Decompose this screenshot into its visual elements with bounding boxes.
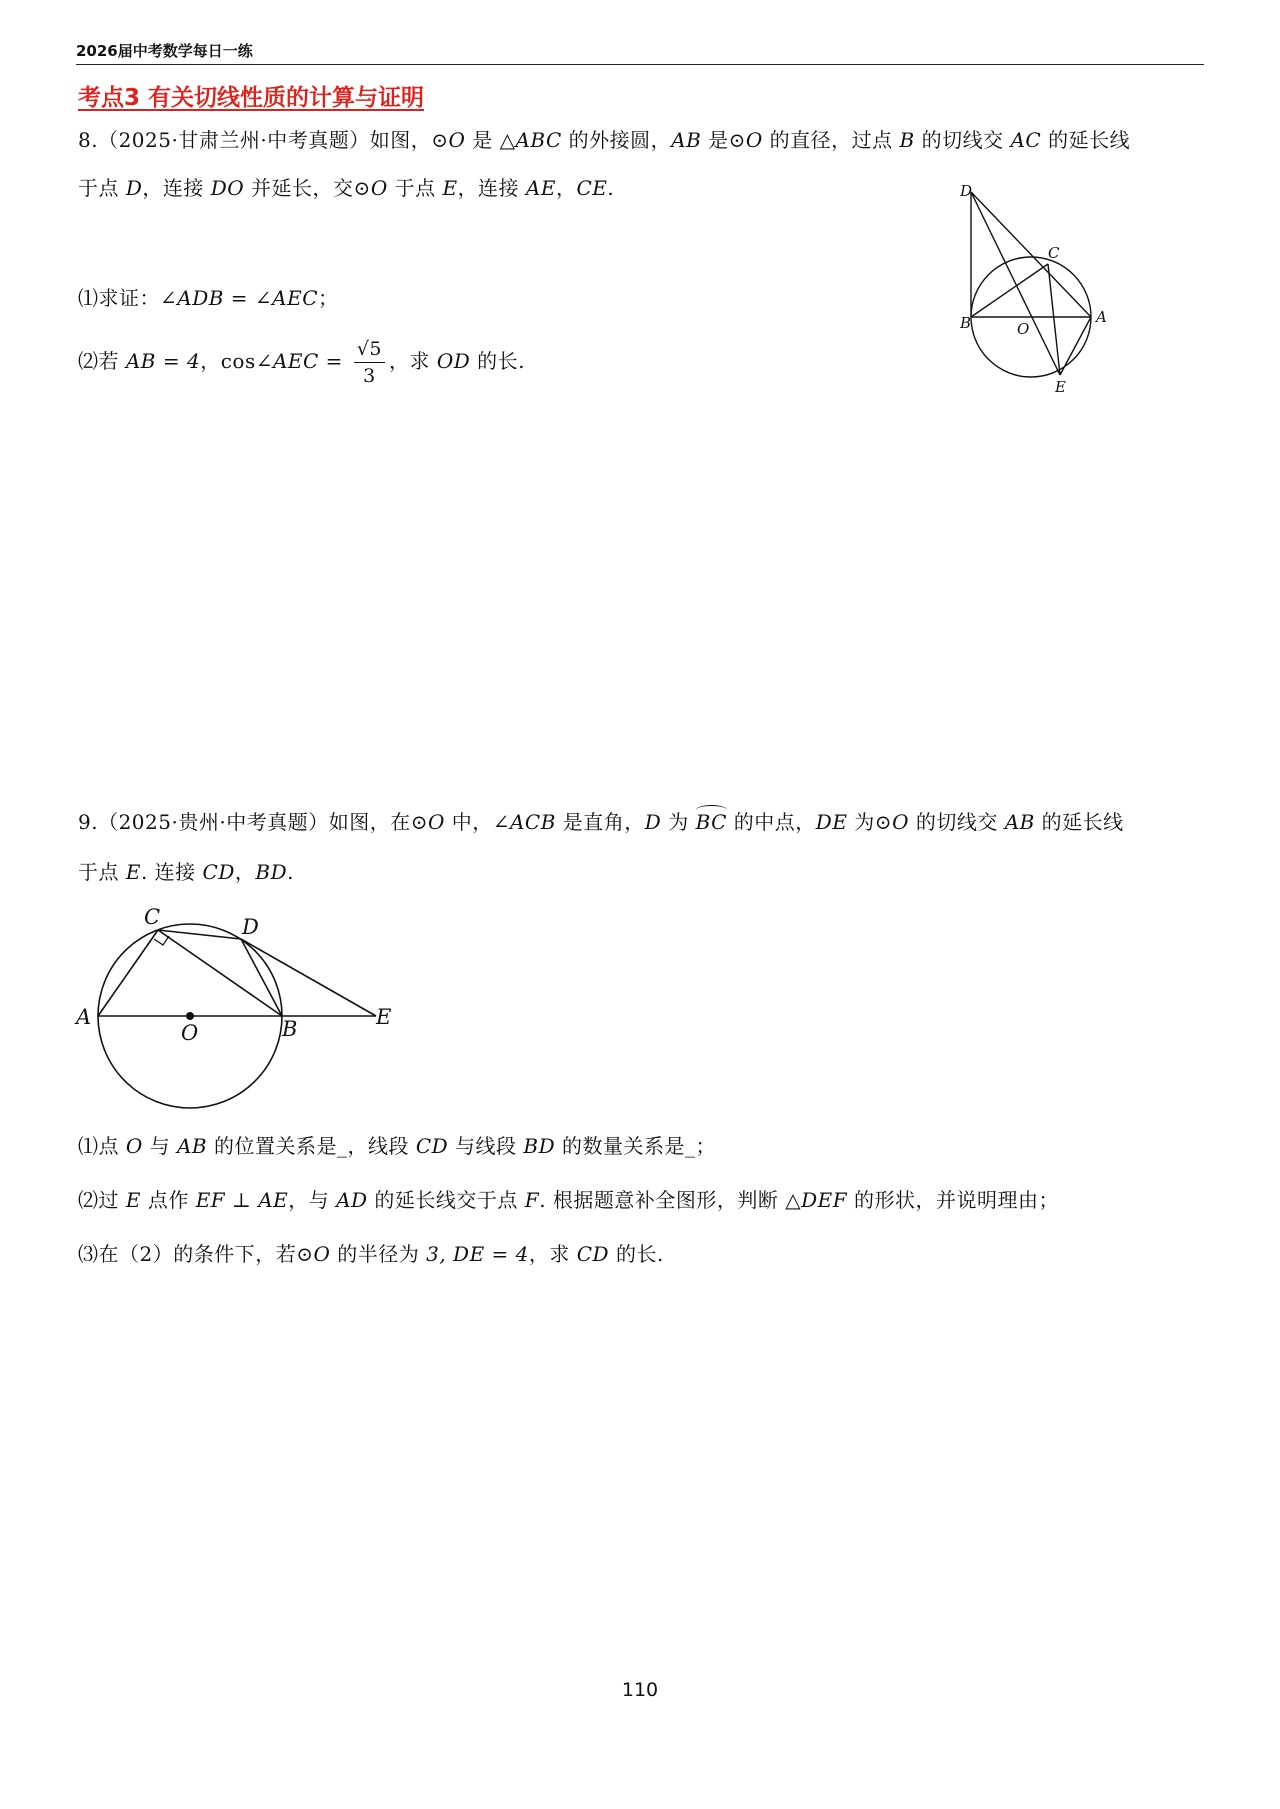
q9-label-o: O: [181, 1021, 199, 1045]
q9-label-c: C: [144, 905, 161, 929]
q8-fraction: $\frac{√5}{3}$: [354, 336, 385, 389]
q8-figure: [960, 178, 1120, 400]
q9-label-a: A: [76, 1005, 92, 1029]
q9-label-b: B: [282, 1017, 298, 1041]
q8-label-e: E: [1055, 378, 1066, 396]
q9-figure: [70, 900, 410, 1112]
page-number: 110: [621, 1679, 659, 1701]
q8-label-b: B: [960, 314, 972, 332]
q9-segment-cd: [158, 930, 241, 939]
q8-stem-line1: 8.（2025·甘肃兰州·中考真题）如图，⊙O 是 △ABC 的外接圆，AB 是⊙O 的直径，过点 B 的切线交 AC 的延长线: [78, 128, 1131, 152]
q8-part2: ⑵若 AB = 4，cos∠AEC = $\frac{√5}{3}$ ，求 OD 的长.: [78, 338, 526, 387]
q9-arc-bc: BC: [695, 810, 727, 834]
q9-segment-cb: [158, 930, 282, 1016]
section-heading: 考点3 有关切线性质的计算与证明: [78, 85, 425, 111]
q8-segment-da: [971, 192, 1091, 317]
q8-stem-line2: 于点 D，连接 DO 并延长，交⊙O 于点 E，连接 AE，CE.: [78, 176, 615, 200]
q8-part1: ⑴求证：∠ADB = ∠AEC；: [78, 286, 339, 310]
q8-segment-ae: [1060, 317, 1091, 375]
header-divider: [76, 64, 1204, 65]
header-title: 2026届中考数学每日一练: [76, 42, 253, 60]
q8-segment-de: [971, 192, 1060, 375]
q9-label-e: E: [376, 1005, 392, 1029]
q9-stem-line2: 于点 E. 连接 CD，BD.: [78, 860, 294, 884]
q9-right-angle-mark: [154, 936, 169, 945]
q9-part1: ⑴点 O 与 AB 的位置关系是_，线段 CD 与线段 BD 的数量关系是_；: [78, 1134, 716, 1158]
q9-segment-ac: [98, 930, 158, 1016]
q8-label-c: C: [1048, 244, 1060, 262]
q9-part3: ⑶在（2）的条件下，若⊙O 的半径为 3, DE = 4，求 CD 的长.: [78, 1242, 664, 1266]
q8-segment-ce: [1048, 264, 1060, 375]
q9-stem-line1: 9.（2025·贵州·中考真题）如图，在⊙O 中，∠ACB 是直角，D 为 BC 的中点，DE 为⊙O 的切线交 AB 的延长线: [78, 810, 1124, 834]
q9-label-d: D: [242, 915, 259, 939]
q9-part2: ⑵过 E 点作 EF ⊥ AE，与 AD 的延长线交于点 F. 根据题意补全图形，判断 △DEF 的形状，并说明理由；: [78, 1188, 1060, 1212]
q8-label-o: O: [1017, 320, 1030, 338]
q8-label-a: A: [1096, 308, 1107, 326]
q9-center-point: [186, 1012, 194, 1020]
q8-label-d: D: [960, 182, 973, 200]
